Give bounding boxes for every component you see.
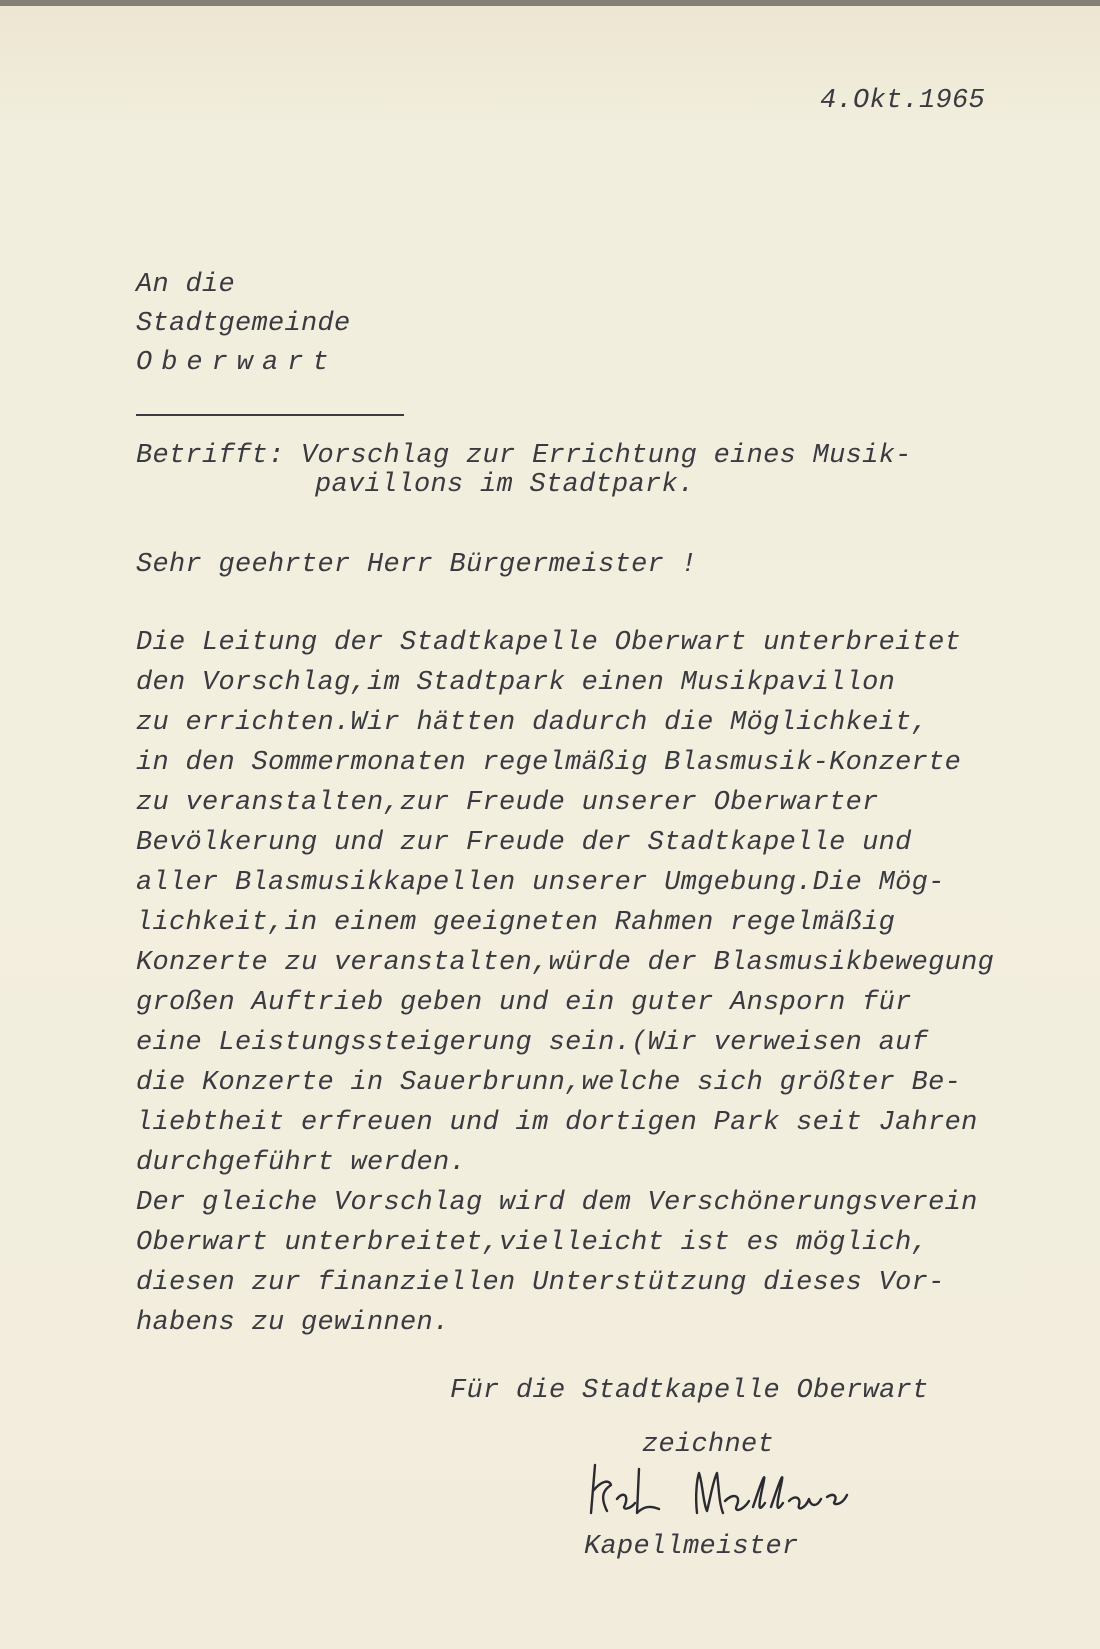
signatory-title: Kapellmeister bbox=[584, 1532, 799, 1562]
body-line: zu veranstalten,zur Freude unserer Oberwarter bbox=[136, 788, 879, 818]
recipient-line-1: An die bbox=[136, 270, 236, 300]
body-line: durchgeführt werden. bbox=[136, 1148, 467, 1178]
recipient-line-3: Oberwart bbox=[136, 348, 338, 378]
body-line: diesen zur finanziellen Unterstützung dieses Vor- bbox=[136, 1268, 945, 1298]
body-line: zu errichten.Wir hätten dadurch die Möglichkeit, bbox=[136, 708, 929, 738]
handwritten-signature bbox=[585, 1455, 855, 1527]
body-line: die Konzerte in Sauerbrunn,welche sich größter Be- bbox=[136, 1068, 962, 1098]
subject-line-2: pavillons im Stadtpark. bbox=[315, 470, 695, 500]
body-line: eine Leistungssteigerung sein.(Wir verweisen auf bbox=[136, 1028, 929, 1058]
body-line: großen Auftrieb geben und ein guter Ansporn für bbox=[136, 988, 912, 1018]
closing-signs: zeichnet bbox=[642, 1430, 775, 1460]
body-line: den Vorschlag,im Stadtpark einen Musikpavillon bbox=[136, 668, 896, 698]
body-line: aller Blasmusikkapellen unserer Umgebung.Die Mög- bbox=[136, 868, 945, 898]
body-line: liebtheit erfreuen und im dortigen Park seit Jahren bbox=[136, 1108, 978, 1138]
letter-date: 4.Okt.1965 bbox=[820, 86, 986, 116]
recipient-line-2: Stadtgemeinde bbox=[136, 309, 351, 339]
closing-organization: Für die Stadtkapelle Oberwart bbox=[450, 1376, 929, 1406]
body-line: Die Leitung der Stadtkapelle Oberwart unterbreitet bbox=[136, 628, 962, 658]
salutation: Sehr geehrter Herr Bürgermeister ! bbox=[136, 550, 698, 580]
body-line: lichkeit,in einem geeigneten Rahmen regelmäßig bbox=[136, 908, 896, 938]
body-line: Bevölkerung und zur Freude der Stadtkapelle und bbox=[136, 828, 912, 858]
page-top-edge bbox=[0, 0, 1100, 6]
body-line: habens zu gewinnen. bbox=[136, 1308, 450, 1338]
subject-line-1: Betrifft: Vorschlag zur Errichtung eines Musik- bbox=[136, 441, 912, 471]
body-line: Konzerte zu veranstalten,würde der Blasmusikbewegung bbox=[136, 948, 995, 978]
body-line: Oberwart unterbreitet,vielleicht ist es möglich, bbox=[136, 1228, 929, 1258]
recipient-underline bbox=[136, 414, 404, 416]
body-line: in den Sommermonaten regelmäßig Blasmusik-Konzerte bbox=[136, 748, 962, 778]
body-line: Der gleiche Vorschlag wird dem Verschönerungsverein bbox=[136, 1188, 978, 1218]
